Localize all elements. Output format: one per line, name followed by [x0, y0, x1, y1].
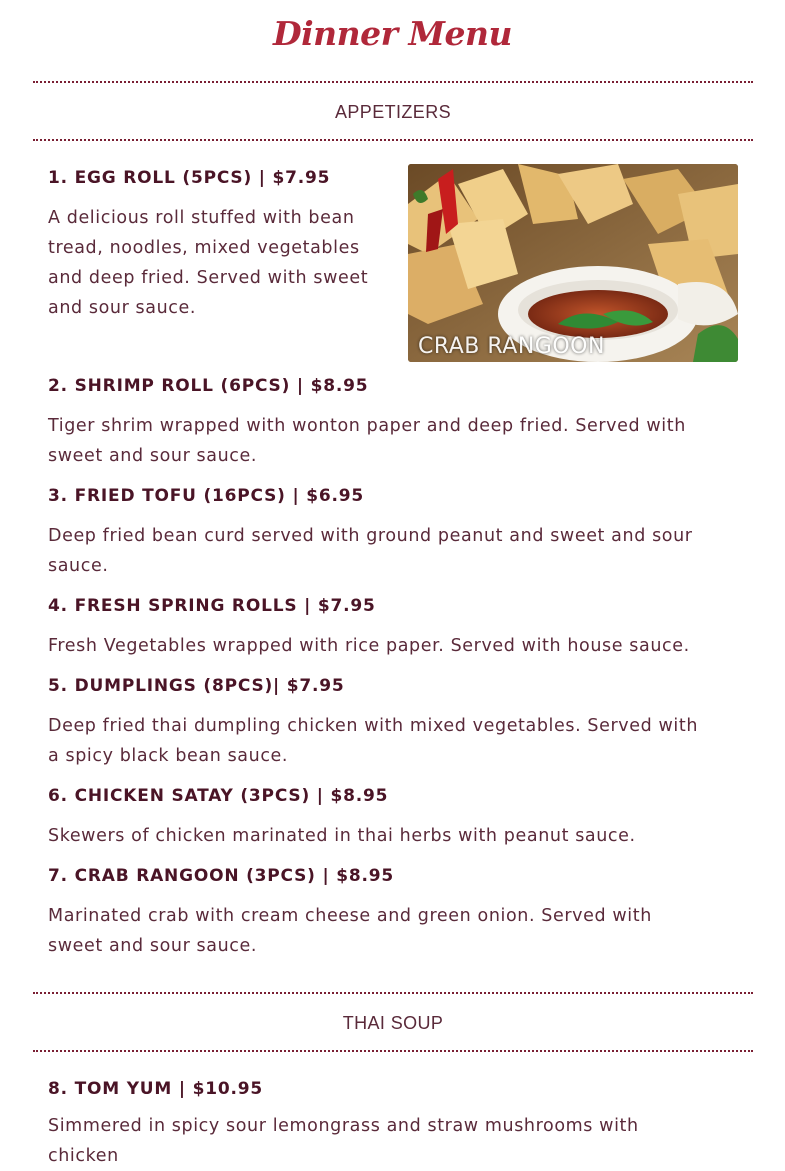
food-photo-illustration: [408, 164, 738, 362]
photo-caption: CRAB RANGOON: [418, 334, 605, 359]
menu-item-description: Deep fried thai dumpling chicken with mixed vegetables. Served with a spicy black bean sauce.: [48, 716, 699, 766]
menu-item-description: A delicious roll stuffed with bean tread, noodles, mixed vegetables and deep fried. Served with sweet and sour sauce.: [48, 208, 369, 318]
crab-rangoon-photo: [408, 164, 738, 362]
menu-item-description: Tiger shrim wrapped with wonton paper and deep fried. Served with sweet and sour sauce.: [48, 416, 686, 466]
section-header-appetizers: APPETIZERS: [33, 81, 753, 141]
menu-item-description: Marinated crab with cream cheese and green onion. Served with sweet and sour sauce.: [48, 906, 652, 956]
menu-item-title: 3. FRIED TOFU (16PCS) | $6.95: [48, 486, 364, 506]
menu-item-title: 1. EGG ROLL (5PCS) | $7.95: [48, 168, 331, 188]
page-title: Dinner Menu: [272, 14, 513, 53]
menu-item-description: Simmered in spicy sour lemongrass and straw mushrooms with chicken: [48, 1116, 639, 1166]
menu-item-title: 4. FRESH SPRING ROLLS | $7.95: [48, 596, 376, 616]
section-header-thai-soup: THAI SOUP: [33, 992, 753, 1052]
menu-item-description: Deep fried bean curd served with ground peanut and sweet and sour sauce.: [48, 526, 693, 576]
menu-item-title: 5. DUMPLINGS (8PCS)| $7.95: [48, 676, 345, 696]
menu-item-description: Skewers of chicken marinated in thai herbs with peanut sauce.: [48, 826, 636, 846]
menu-item-title: 7. CRAB RANGOON (3PCS) | $8.95: [48, 866, 394, 886]
menu-item-title: 2. SHRIMP ROLL (6PCS) | $8.95: [48, 376, 369, 396]
menu-item-title: 6. CHICKEN SATAY (3PCS) | $8.95: [48, 786, 389, 806]
menu-item-description: Fresh Vegetables wrapped with rice paper. Served with house sauce.: [48, 636, 690, 656]
menu-item-title: 8. TOM YUM | $10.95: [48, 1079, 263, 1099]
